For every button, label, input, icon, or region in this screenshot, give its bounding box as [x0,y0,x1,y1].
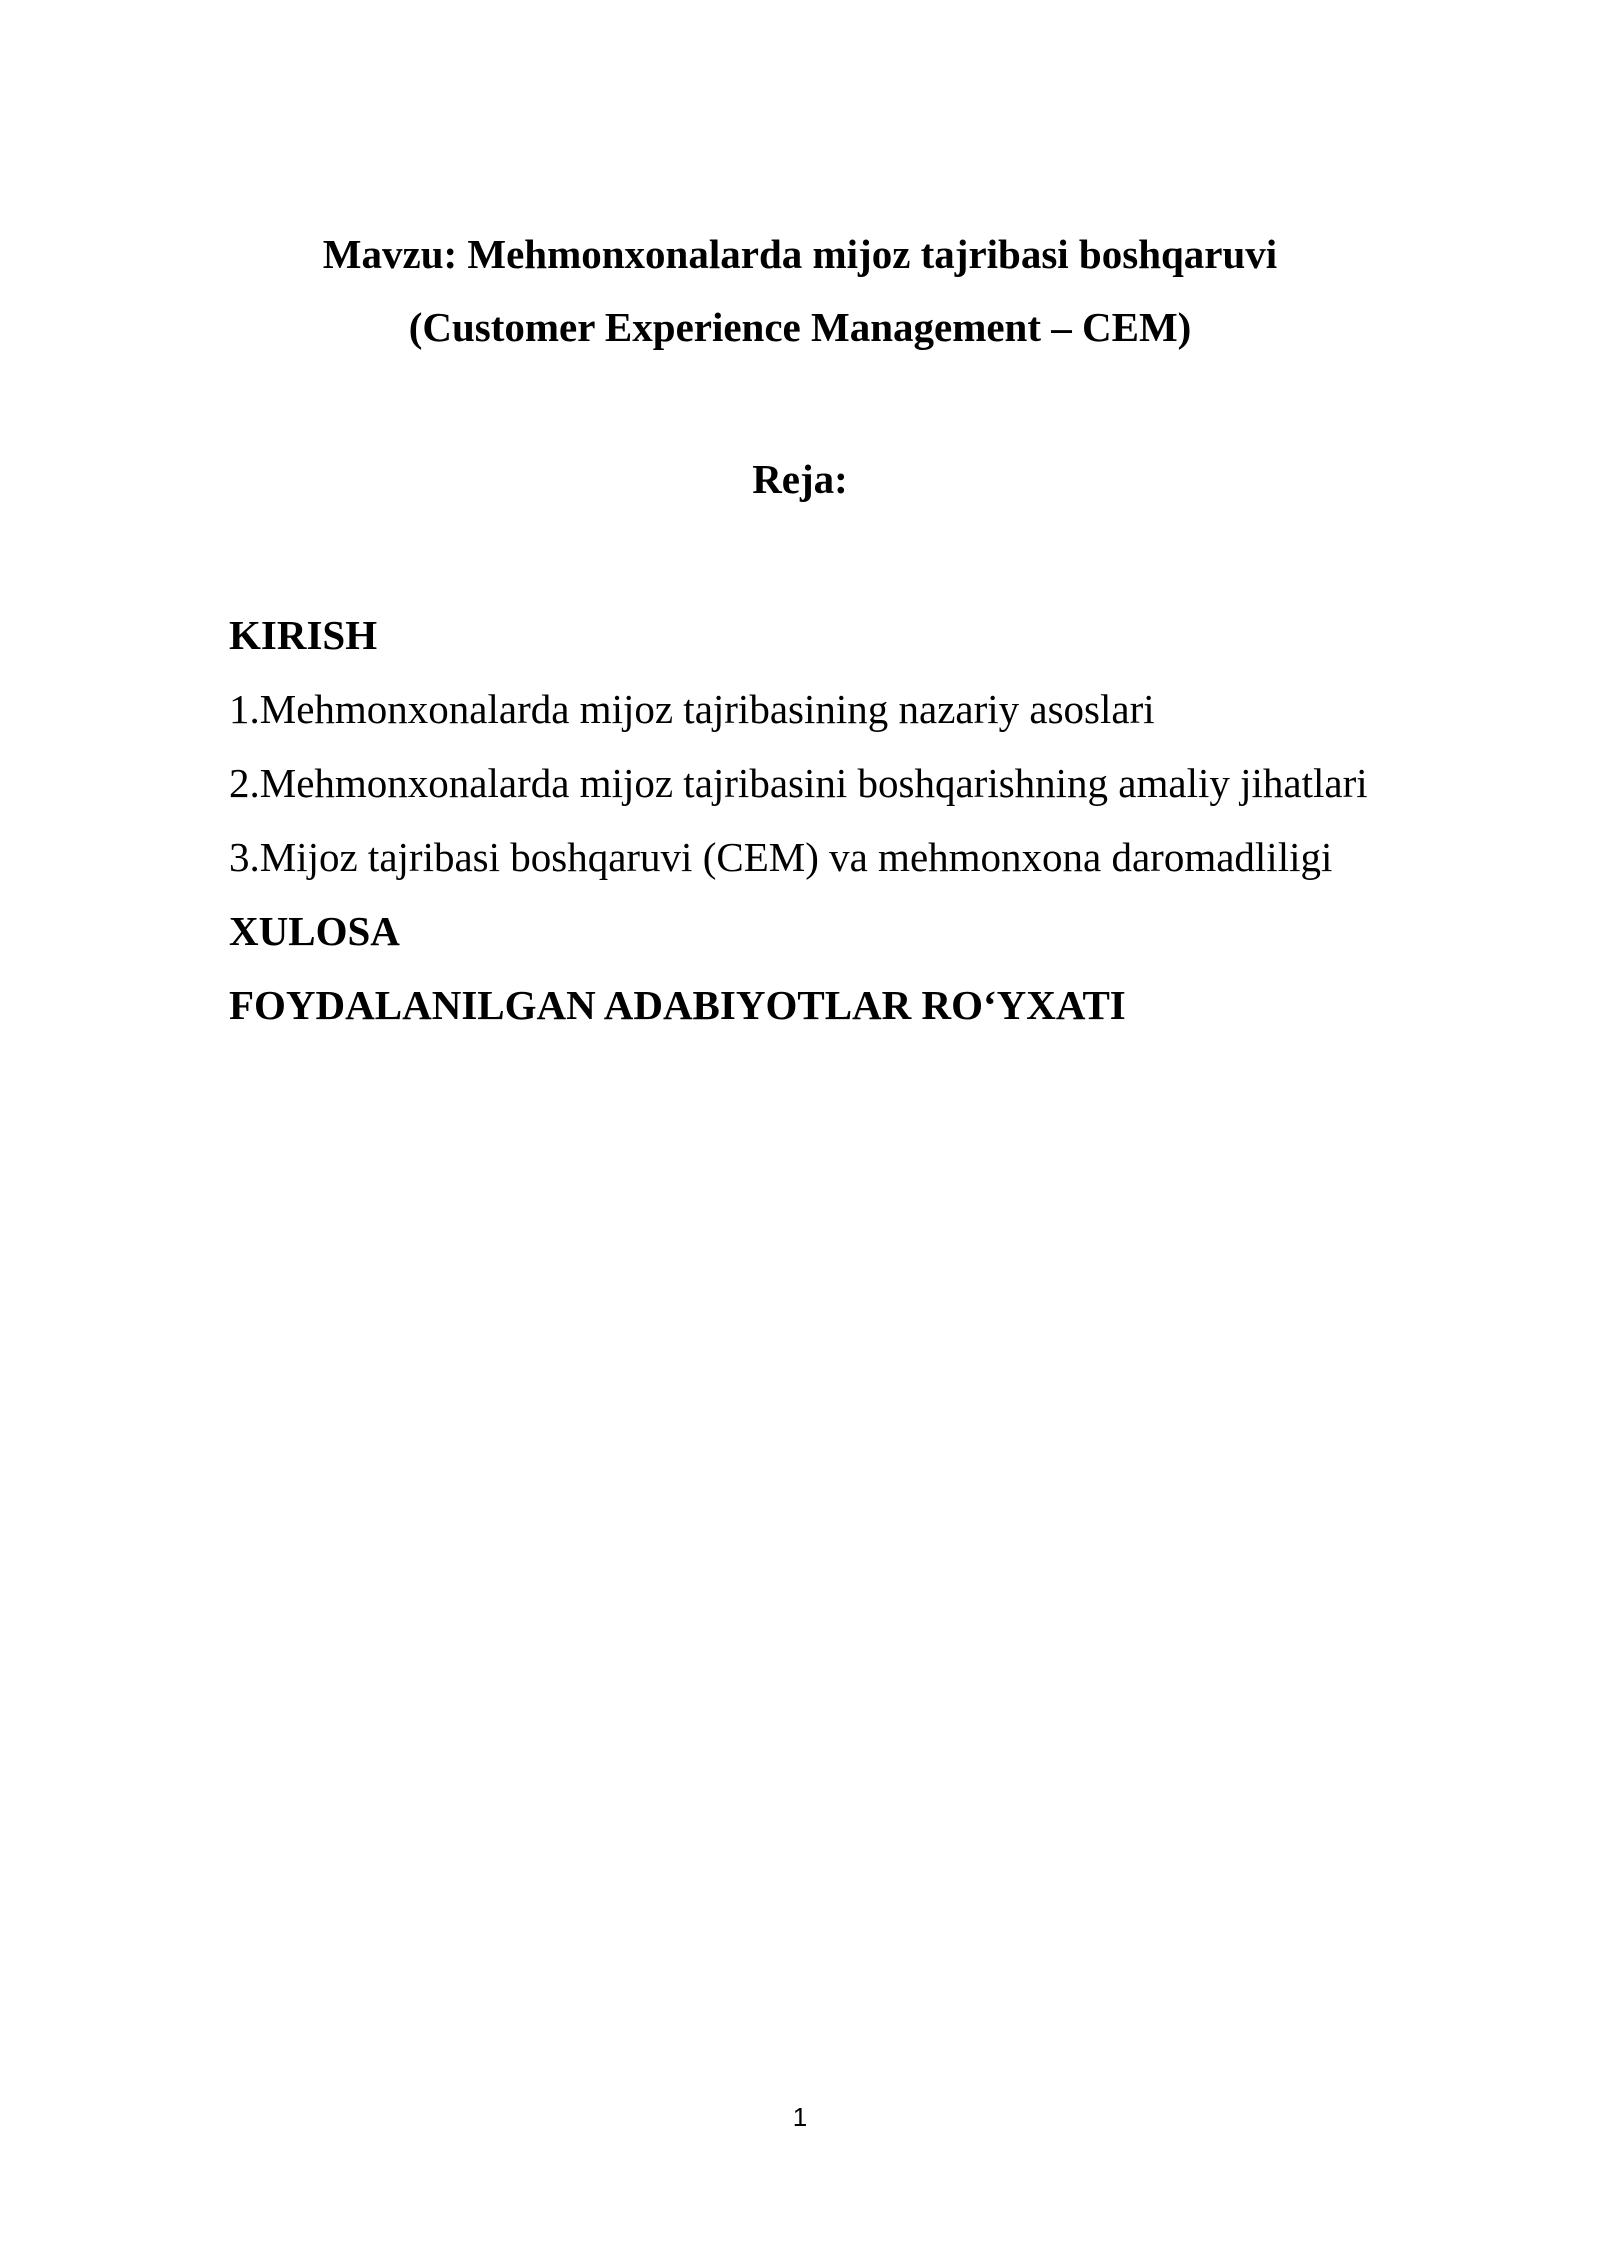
plan-item-conclusion: XULOSA [229,908,400,954]
plan-list [229,598,1529,1042]
plan-item-references: FOYDALANILGAN ADABIYOTLAR RO‘YXATI [229,982,1126,1028]
plan-item-introduction: KIRISH [229,612,378,658]
plan-item-3: 3.Mijoz tajribasi boshqaruvi (CEM) va mehmonxona daromadliligi [229,834,1333,880]
document-title-line-1: Mavzu: Mehmonxonalarda mijoz tajribasi boshqaruvi [322,231,1278,277]
plan-item-2: 2.Mehmonxonalarda mijoz tajribasini boshqarishning amaliy jihatlari [229,760,1368,806]
plan-heading: Reja: [752,456,848,502]
plan-item-1: 1.Mehmonxonalarda mijoz tajribasining nazariy asoslari [229,686,1155,732]
page-number: 1 [792,2102,808,2132]
document-title-line-2: (Customer Experience Management – CEM) [408,304,1192,350]
